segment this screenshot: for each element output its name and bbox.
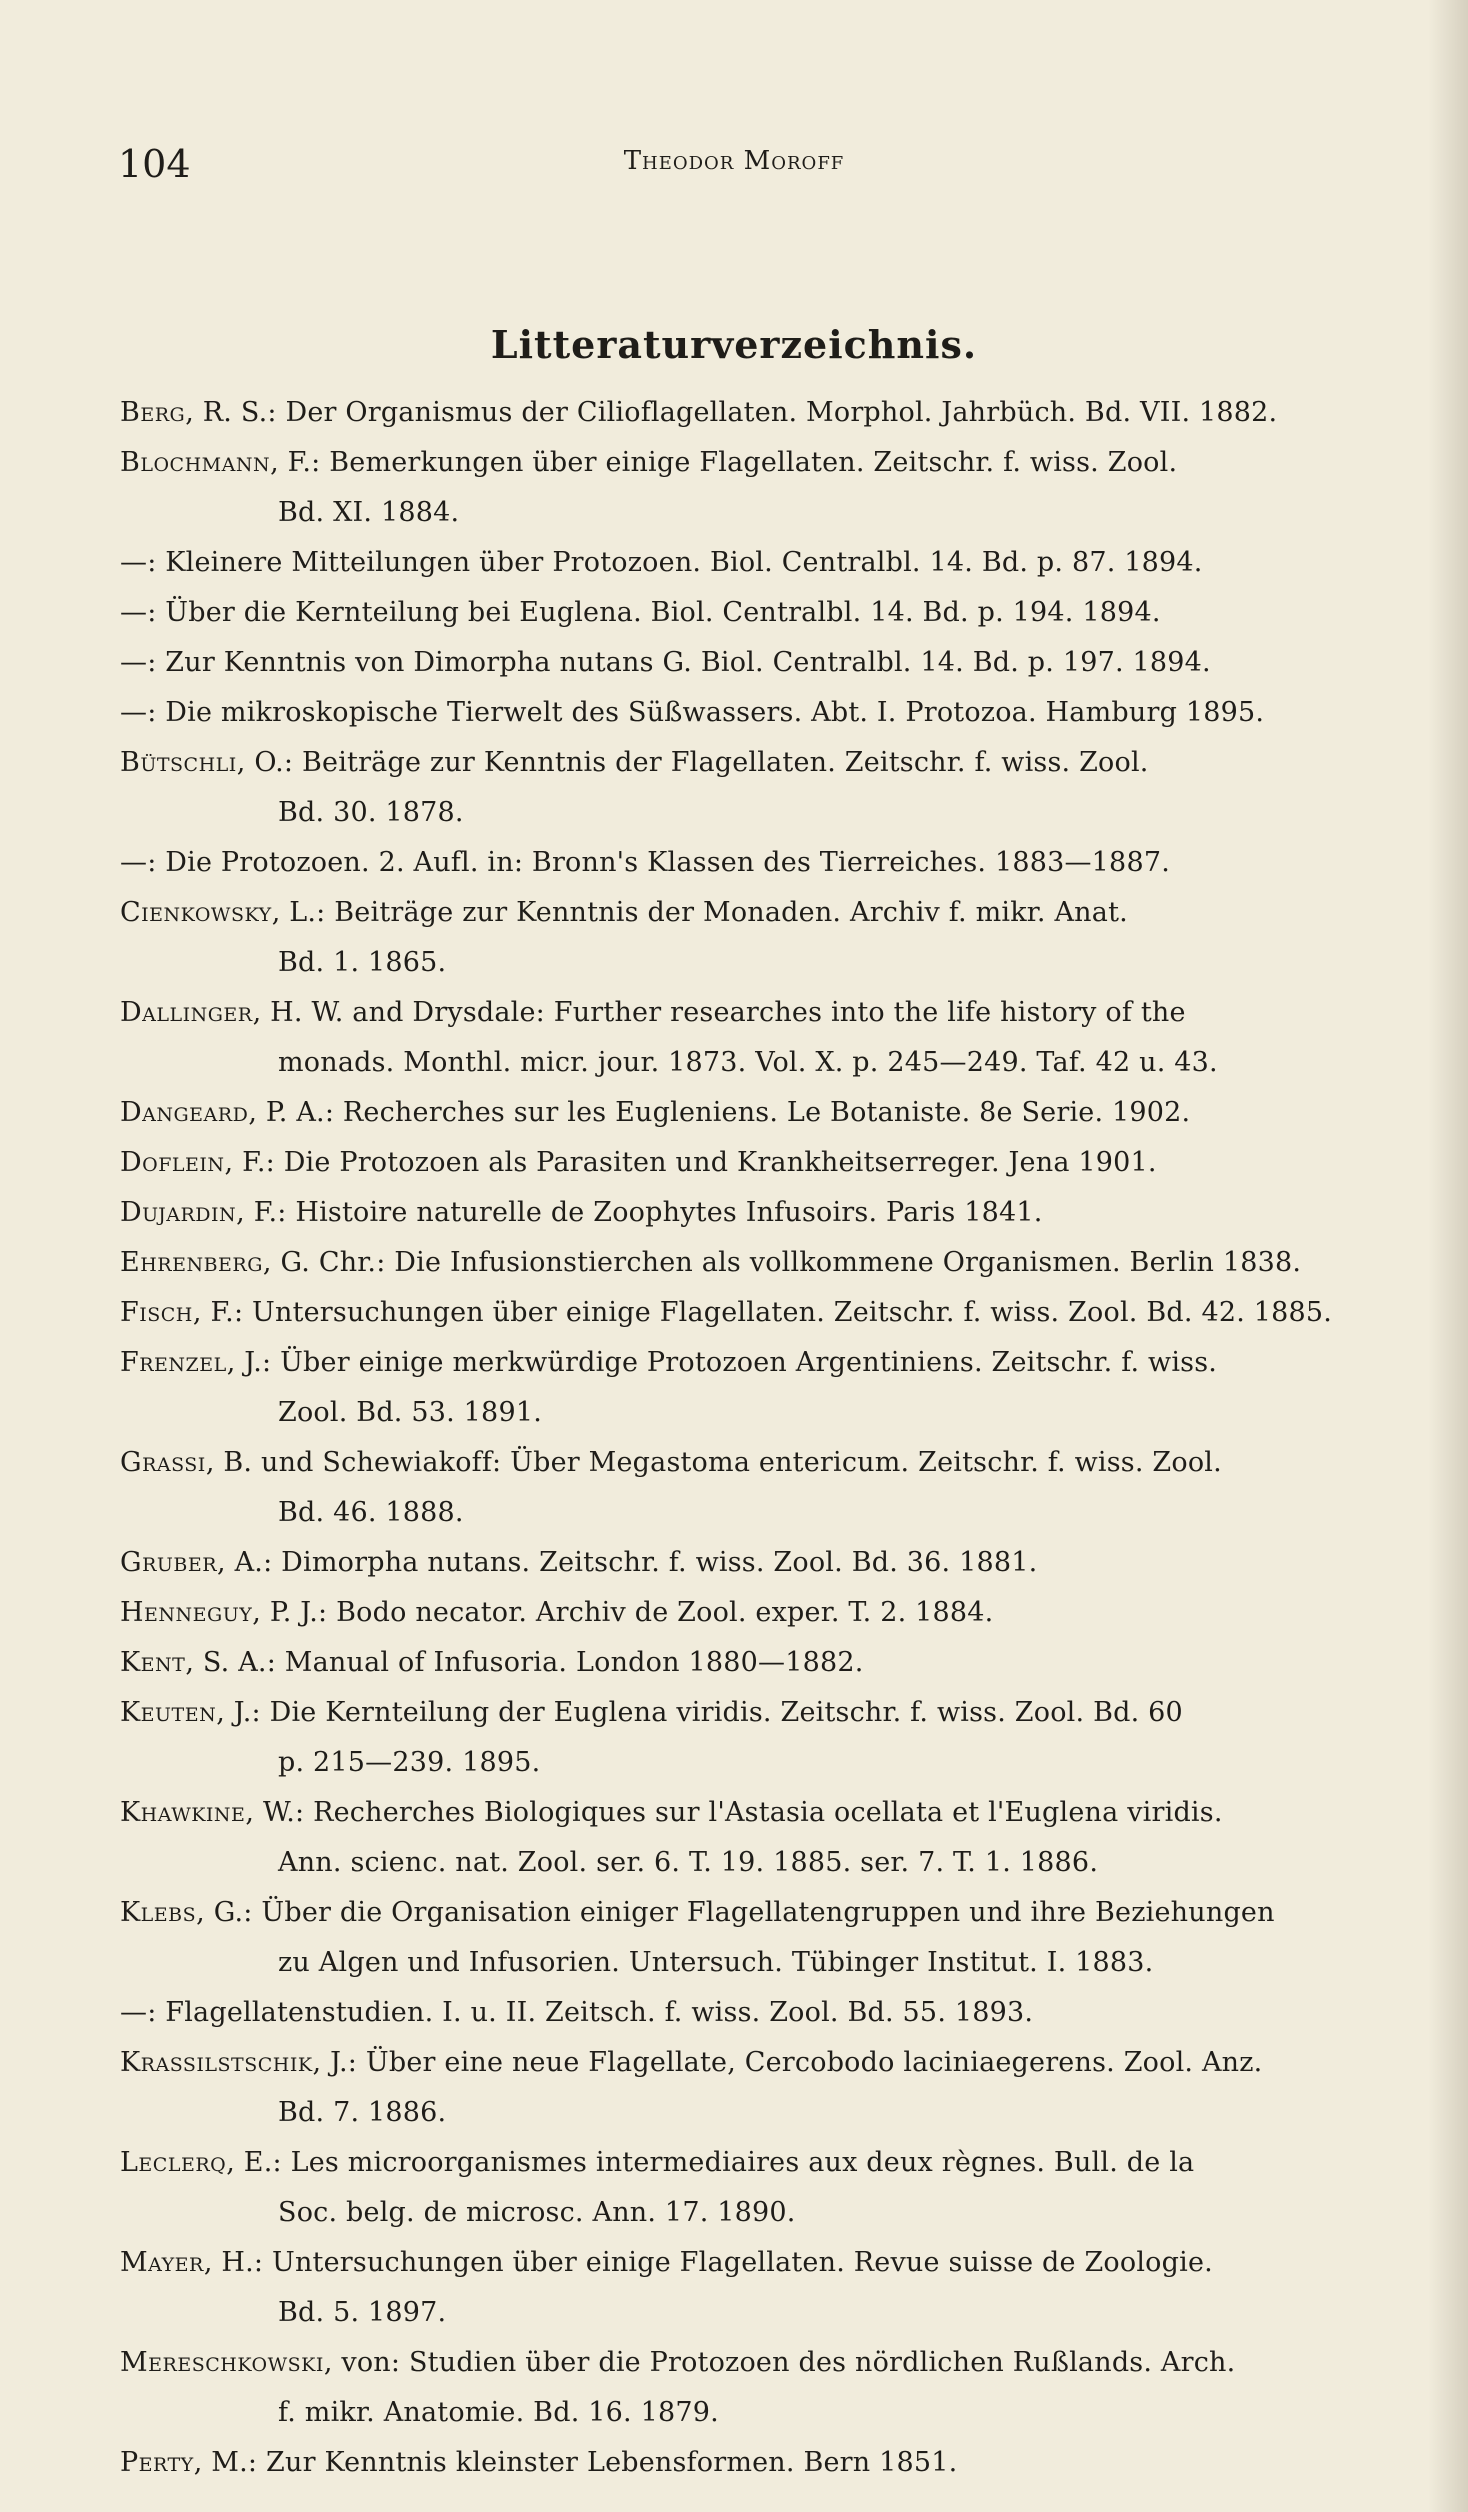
entry-author: Frenzel — [120, 1347, 227, 1378]
entry-text: Beiträge zur Kenntnis der Monaden. Archiv f. mikr. Anat. — [334, 897, 1128, 928]
bibliography-entry — [120, 1788, 1390, 1888]
entry-first-line — [120, 2038, 1390, 2088]
entry-text: Bd. 1. 1865. — [278, 947, 447, 978]
entry-first-line — [120, 1688, 1390, 1738]
entry-initials: , J.: — [216, 1697, 270, 1728]
section-title: Litteraturverzeichnis. — [490, 322, 978, 367]
entry-continuation-line — [120, 488, 1390, 538]
entry-initials: , F.: — [270, 447, 330, 478]
entry-text: Zool. Bd. 53. 1891. — [278, 1397, 542, 1428]
entry-first-line — [120, 1788, 1390, 1838]
entry-text: Studien über die Protozoen des nördlichen Rußlands. Arch. — [408, 2347, 1236, 2378]
entry-first-line — [120, 588, 1390, 638]
entry-initials: —: — [120, 597, 166, 628]
entry-text: Flagellatenstudien. I. u. II. Zeitsch. f. wiss. Zool. Bd. 55. 1893. — [165, 1997, 1034, 2028]
entry-author: Ehrenberg — [120, 1247, 263, 1278]
entry-initials: , F.: — [224, 1147, 284, 1178]
entry-first-line — [120, 1888, 1390, 1938]
entry-first-line — [120, 1138, 1390, 1188]
entry-first-line — [120, 2238, 1390, 2288]
entry-text: f. mikr. Anatomie. Bd. 16. 1879. — [278, 2397, 719, 2428]
entry-continuation-line — [120, 2288, 1390, 2338]
bibliography-entry — [120, 1338, 1390, 1438]
entry-first-line — [120, 838, 1390, 888]
bibliography-entry — [120, 1688, 1390, 1788]
entry-text: Bodo necator. Archiv de Zool. exper. T. 2. 1884. — [336, 1597, 994, 1628]
entry-continuation-line — [120, 2188, 1390, 2238]
bibliography-entry — [120, 1138, 1390, 1188]
entry-author: Cienkowsky — [120, 897, 272, 928]
entry-author: Grassi — [120, 1447, 206, 1478]
entry-text: Über Megastoma entericum. Zeitschr. f. wiss. Zool. — [510, 1447, 1222, 1478]
entry-continuation-line — [120, 1838, 1390, 1888]
entry-text: Zur Kenntnis kleinster Lebensformen. Bern 1851. — [266, 2447, 958, 2478]
entry-initials: , O.: — [236, 747, 302, 778]
bibliography-entry — [120, 2338, 1390, 2438]
bibliography-entry — [120, 2438, 1390, 2488]
entry-initials: —: — [120, 697, 166, 728]
entry-author: Klebs — [120, 1897, 197, 1928]
entry-initials: , S. A.: — [185, 1647, 285, 1678]
entry-initials: , F.: — [192, 1297, 253, 1328]
bibliography-entry — [120, 2238, 1390, 2338]
entry-text: Zur Kenntnis von Dimorpha nutans G. Biol. Centralbl. 14. Bd. p. 197. 1894. — [165, 647, 1211, 678]
entry-first-line — [120, 1438, 1390, 1488]
entry-text: Bd. XI. 1884. — [278, 497, 460, 528]
entry-author: Krassilstschik — [120, 2047, 313, 2078]
entry-first-line — [120, 1638, 1390, 1688]
entry-initials: , J.: — [226, 1347, 281, 1378]
entry-text: Die Infusionstierchen als vollkommene Organismen. Berlin 1838. — [394, 1247, 1302, 1278]
entry-initials: —: — [120, 547, 166, 578]
bibliography-entry — [120, 738, 1390, 838]
entry-text: Kleinere Mitteilungen über Protozoen. Biol. Centralbl. 14. Bd. p. 87. 1894. — [165, 547, 1203, 578]
entry-text: Die mikroskopische Tierwelt des Süßwassers. Abt. I. Protozoa. Hamburg 1895. — [165, 697, 1265, 728]
bibliography-entry — [120, 2038, 1390, 2138]
entry-initials: , P. A.: — [248, 1097, 343, 1128]
entry-author: Berg — [120, 397, 186, 428]
bibliography-entry — [120, 1188, 1390, 1238]
entry-first-line — [120, 2338, 1390, 2388]
entry-author: Henneguy — [120, 1597, 253, 1628]
entry-first-line — [120, 2438, 1390, 2488]
entry-continuation-line — [120, 2088, 1390, 2138]
entry-author: Blochmann — [120, 447, 271, 478]
entry-continuation-line — [120, 788, 1390, 838]
entry-text: monads. Monthl. micr. jour. 1873. Vol. X. p. 245—249. Taf. 42 u. 43. — [278, 1047, 1218, 1078]
entry-author: Keuten — [120, 1697, 217, 1728]
bibliography-entry — [120, 988, 1390, 1088]
entry-initials: , B. und Schewiakoff: — [205, 1447, 511, 1478]
entry-initials: , A.: — [217, 1547, 282, 1578]
entry-text: Further researches into the life history of the — [553, 997, 1186, 1028]
entry-first-line — [120, 1238, 1390, 1288]
entry-first-line — [120, 1588, 1390, 1638]
entry-text: Les microorganismes intermediaires aux deux règnes. Bull. de la — [290, 2147, 1195, 2178]
entry-initials: , G.: — [196, 1897, 262, 1928]
entry-initials: , P. J.: — [252, 1597, 337, 1628]
entry-initials: , W.: — [245, 1797, 314, 1828]
entry-first-line — [120, 638, 1390, 688]
entry-first-line — [120, 1088, 1390, 1138]
entry-first-line — [120, 1188, 1390, 1238]
entry-text: Über einige merkwürdige Protozoen Argentiniens. Zeitschr. f. wiss. — [280, 1347, 1218, 1378]
entry-initials: , G. Chr.: — [262, 1247, 395, 1278]
bibliography-entry — [120, 888, 1390, 988]
entry-initials: , R. S.: — [185, 397, 286, 428]
entry-initials: —: — [120, 647, 166, 678]
entry-author: Khawkine — [120, 1797, 246, 1828]
entry-author: Perty — [120, 2447, 194, 2478]
entry-text: Die Protozoen. 2. Aufl. in: Bronn's Klassen des Tierreiches. 1883—1887. — [165, 847, 1170, 878]
bibliography-entry — [120, 1638, 1390, 1688]
entry-first-line — [120, 2138, 1390, 2188]
entry-text: Histoire naturelle de Zoophytes Infusoirs. Paris 1841. — [295, 1197, 1043, 1228]
entry-first-line — [120, 738, 1390, 788]
entry-initials: —: — [120, 847, 166, 878]
entry-first-line — [120, 538, 1390, 588]
entry-text: Über eine neue Flagellate, Cercobodo laciniaegerens. Zool. Anz. — [365, 2047, 1263, 2078]
bibliography-entry — [120, 1538, 1390, 1588]
entry-initials: , von: — [323, 2347, 409, 2378]
bibliography-entry — [120, 388, 1390, 438]
entry-text: Bemerkungen über einige Flagellaten. Zeitschr. f. wiss. Zool. — [329, 447, 1178, 478]
entry-text: Bd. 7. 1886. — [278, 2097, 447, 2128]
bibliography-entry — [120, 538, 1390, 588]
entry-text: Bd. 30. 1878. — [278, 797, 464, 828]
entry-author: Bütschli — [120, 747, 237, 778]
entry-author: Dallinger — [120, 997, 253, 1028]
entry-text: Soc. belg. de microsc. Ann. 17. 1890. — [278, 2197, 796, 2228]
bibliography-list — [120, 388, 1390, 2488]
entry-initials: , E.: — [226, 2147, 291, 2178]
entry-initials: —: — [120, 1997, 166, 2028]
entry-text: Manual of Infusoria. London 1880—1882. — [284, 1647, 864, 1678]
entry-first-line — [120, 688, 1390, 738]
entry-initials: , M.: — [193, 2447, 267, 2478]
entry-initials: , H.: — [203, 2247, 273, 2278]
entry-text: Dimorpha nutans. Zeitschr. f. wiss. Zool. Bd. 36. 1881. — [281, 1547, 1038, 1578]
entry-text: Recherches Biologiques sur l'Astasia ocellata et l'Euglena viridis. — [313, 1797, 1223, 1828]
entry-author: Dangeard — [120, 1097, 249, 1128]
entry-continuation-line — [120, 2388, 1390, 2438]
bibliography-entry — [120, 1438, 1390, 1538]
bibliography-entry — [120, 688, 1390, 738]
entry-text: Untersuchungen über einige Flagellaten. Revue suisse de Zoologie. — [272, 2247, 1213, 2278]
entry-text: Untersuchungen über einige Flagellaten. Zeitschr. f. wiss. Zool. Bd. 42. 1885. — [252, 1297, 1333, 1328]
entry-text: p. 215—239. 1895. — [278, 1747, 541, 1778]
running-head: Theodor Moroff — [623, 146, 845, 176]
entry-first-line — [120, 388, 1390, 438]
entry-initials: , H. W. and Drysdale: — [252, 997, 554, 1028]
entry-first-line — [120, 438, 1390, 488]
page-number: 104 — [118, 142, 191, 186]
bibliography-entry — [120, 838, 1390, 888]
entry-first-line — [120, 988, 1390, 1038]
entry-initials: , L.: — [271, 897, 335, 928]
entry-author: Dujardin — [120, 1197, 237, 1228]
entry-continuation-line — [120, 938, 1390, 988]
bibliography-entry — [120, 588, 1390, 638]
entry-continuation-line — [120, 1488, 1390, 1538]
entry-text: Bd. 5. 1897. — [278, 2297, 447, 2328]
entry-author: Leclerq — [120, 2147, 227, 2178]
page-header — [0, 142, 1468, 186]
entry-author: Fisch — [120, 1297, 193, 1328]
entry-initials: , J.: — [312, 2047, 366, 2078]
bibliography-entry — [120, 1988, 1390, 2038]
bibliography-entry — [120, 1588, 1390, 1638]
entry-author: Doflein — [120, 1147, 225, 1178]
entry-text: Beiträge zur Kenntnis der Flagellaten. Zeitschr. f. wiss. Zool. — [301, 747, 1149, 778]
entry-continuation-line — [120, 1938, 1390, 1988]
entry-text: Die Kernteilung der Euglena viridis. Zeitschr. f. wiss. Zool. Bd. 60 — [269, 1697, 1183, 1728]
entry-author: Mereschkowski — [120, 2347, 324, 2378]
entry-author: Gruber — [120, 1547, 218, 1578]
entry-continuation-line — [120, 1388, 1390, 1438]
bibliography-entry — [120, 1088, 1390, 1138]
bibliography-entry — [120, 1238, 1390, 1288]
entry-first-line — [120, 1338, 1390, 1388]
entry-text: zu Algen und Infusorien. Untersuch. Tübinger Institut. I. 1883. — [278, 1947, 1154, 1978]
entry-text: Die Protozoen als Parasiten und Krankheitserreger. Jena 1901. — [283, 1147, 1157, 1178]
entry-author: Mayer — [120, 2247, 204, 2278]
bibliography-entry — [120, 1888, 1390, 1988]
entry-text: Über die Kernteilung bei Euglena. Biol. Centralbl. 14. Bd. p. 194. 1894. — [165, 597, 1161, 628]
entry-first-line — [120, 1288, 1390, 1338]
bibliography-entry — [120, 1288, 1390, 1338]
entry-first-line — [120, 1988, 1390, 2038]
bibliography-entry — [120, 438, 1390, 538]
page-edge-shadow — [1428, 0, 1468, 2512]
entry-text: Recherches sur les Eugleniens. Le Botaniste. 8e Serie. 1902. — [342, 1097, 1191, 1128]
entry-first-line — [120, 1538, 1390, 1588]
entry-text: Der Organismus der Cilioflagellaten. Morphol. Jahrbüch. Bd. VII. 1882. — [285, 397, 1278, 428]
entry-first-line — [120, 888, 1390, 938]
bibliography-entry — [120, 2138, 1390, 2238]
entry-initials: , F.: — [236, 1197, 296, 1228]
entry-text: Über die Organisation einiger Flagellatengruppen und ihre Beziehungen — [261, 1897, 1275, 1928]
entry-text: Bd. 46. 1888. — [278, 1497, 464, 1528]
bibliography-entry — [120, 638, 1390, 688]
entry-continuation-line — [120, 1738, 1390, 1788]
entry-continuation-line — [120, 1038, 1390, 1088]
entry-text: Ann. scienc. nat. Zool. ser. 6. T. 19. 1885. ser. 7. T. 1. 1886. — [278, 1847, 1099, 1878]
entry-author: Kent — [120, 1647, 186, 1678]
